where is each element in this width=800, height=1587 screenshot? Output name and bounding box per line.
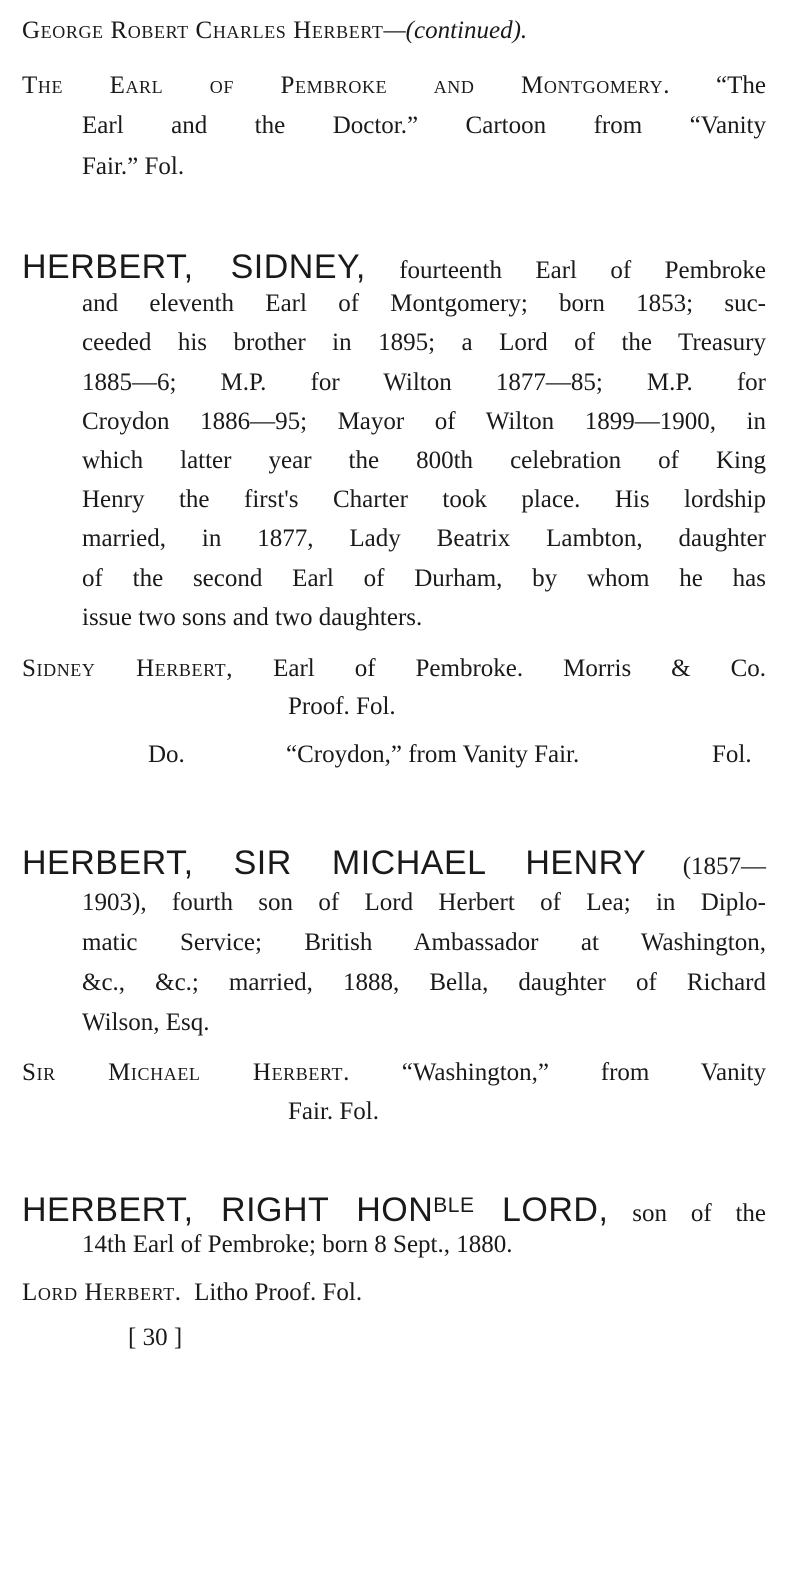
michael-heading-line bbox=[22, 843, 766, 887]
lord-heading-a: HERBERT, RIGHT HON bbox=[22, 1191, 434, 1229]
sidney-portrait-1-rest: Earl of Pembroke. Morris & Co. bbox=[273, 655, 766, 682]
pembroke-cartoon-line-3: Fair.” Fol. bbox=[82, 153, 185, 180]
lord-portrait-rest: Litho Proof. Fol. bbox=[194, 1279, 363, 1306]
pembroke-cartoon-line-1 bbox=[22, 71, 766, 101]
sidney-line-6: Henry the first's Charter took place. His lordship bbox=[82, 486, 766, 513]
sidney-line-2: ceeded his brother in 1895; a Lord of the Treasury bbox=[82, 329, 766, 356]
running-head-continued: —(continued). bbox=[383, 17, 528, 44]
sidney-line-7: married, in 1877, Lady Beatrix Lambton, daughter bbox=[82, 525, 766, 552]
sidney-line-5: which latter year the 800th celebration of King bbox=[82, 447, 766, 474]
lord-portrait-name: Lord Herbert. bbox=[22, 1279, 182, 1306]
sidney-line-3: 1885—6; M.P. for Wilton 1877—85; M.P. for bbox=[82, 369, 766, 396]
running-head-name: George Robert Charles Herbert bbox=[22, 17, 384, 44]
pembroke-cartoon-quote: “The bbox=[716, 72, 766, 99]
sidney-portrait-2-text: “Croydon,” from Vanity Fair. bbox=[286, 741, 580, 768]
sidney-line-4: Croydon 1886—95; Mayor of Wilton 1899—1900, in bbox=[82, 408, 766, 435]
sidney-portrait-2-fol: Fol. bbox=[712, 741, 752, 768]
lord-heading-line bbox=[22, 1186, 766, 1234]
sidney-line-8: of the second Earl of Durham, by whom he has bbox=[82, 565, 766, 592]
pembroke-cartoon-line-2: Earl and the Doctor.” Cartoon from “Vanity bbox=[82, 112, 766, 139]
michael-portrait bbox=[22, 1058, 766, 1088]
sidney-portrait-1-name: Sidney Herbert, bbox=[22, 655, 234, 682]
sidney-portrait-2-ditto: Do. bbox=[148, 741, 185, 768]
lord-heading-sup: BLE bbox=[433, 1194, 475, 1217]
michael-portrait-rest: “Washington,” from Vanity bbox=[401, 1059, 766, 1086]
michael-heading: HERBERT, SIR MICHAEL HENRY bbox=[22, 844, 647, 882]
sidney-heading-rest: fourteenth Earl of Pembroke bbox=[399, 257, 767, 284]
michael-line-3: &c., &c.; married, 1888, Bella, daughter of Richard bbox=[82, 969, 766, 996]
pembroke-cartoon-title: The Earl of Pembroke and Montgomery. bbox=[22, 72, 671, 99]
michael-portrait-name: Sir Michael Herbert. bbox=[22, 1059, 350, 1086]
page-number: [ 30 ] bbox=[128, 1324, 183, 1351]
running-head bbox=[22, 16, 527, 46]
lord-heading-rest: son of the bbox=[632, 1200, 767, 1227]
michael-portrait-cont: Fair. Fol. bbox=[288, 1098, 379, 1125]
lord-portrait bbox=[22, 1278, 362, 1308]
lord-heading-b: LORD, bbox=[502, 1191, 609, 1229]
sidney-heading: HERBERT, SIDNEY, bbox=[22, 248, 366, 286]
sidney-heading-line bbox=[22, 247, 766, 291]
lord-heading bbox=[22, 1191, 608, 1229]
sidney-portrait-1-cont: Proof. Fol. bbox=[288, 693, 396, 720]
lord-line-2: 14th Earl of Pembroke; born 8 Sept., 1880. bbox=[82, 1231, 513, 1258]
sidney-portrait-1 bbox=[22, 654, 766, 684]
michael-line-4: Wilson, Esq. bbox=[82, 1009, 210, 1036]
michael-line-1: 1903), fourth son of Lord Herbert of Lea; in Diplo- bbox=[82, 889, 766, 916]
michael-heading-rest: (1857— bbox=[682, 853, 767, 880]
sidney-line-9: issue two sons and two daughters. bbox=[82, 604, 423, 631]
michael-line-2: matic Service; British Ambassador at Washington, bbox=[82, 929, 766, 956]
sidney-line-1: and eleventh Earl of Montgomery; born 1853; suc- bbox=[82, 290, 766, 317]
